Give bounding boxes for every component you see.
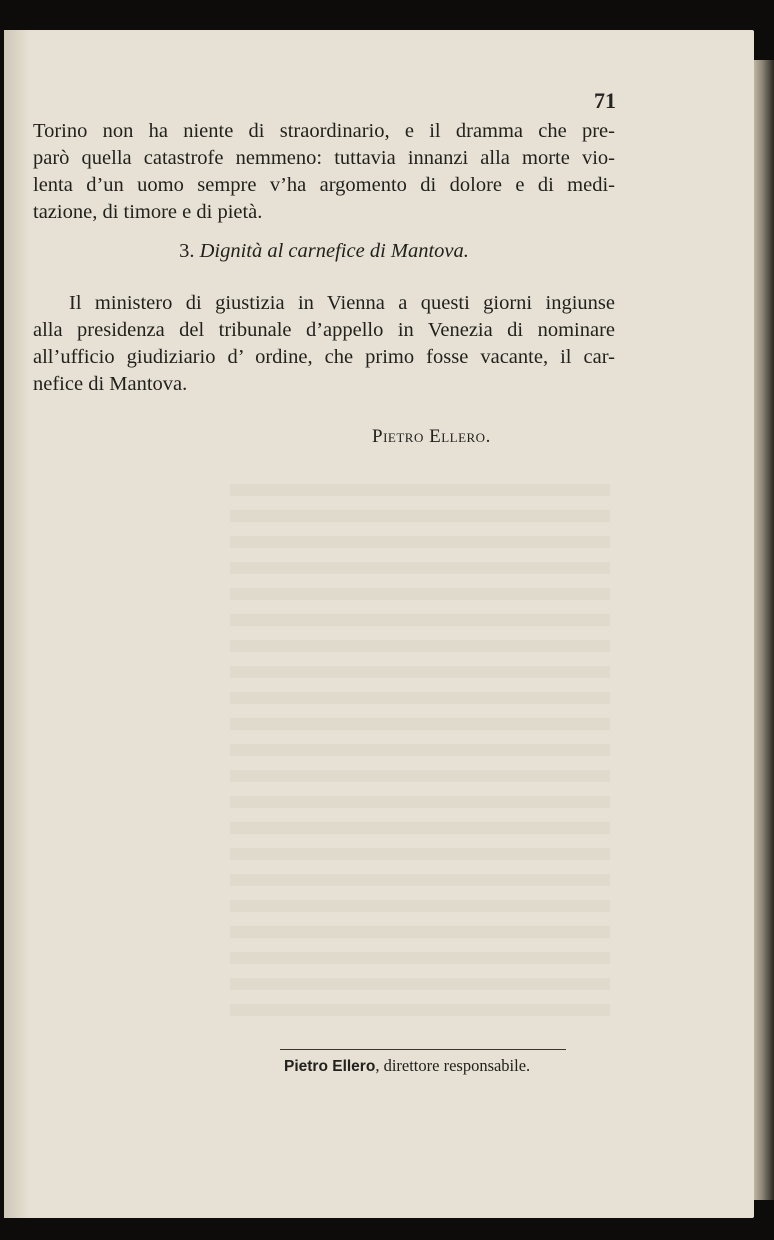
page-number: 71 [594, 88, 616, 113]
paragraph-2-line: nefice di Mantova. [33, 373, 188, 395]
footer-imprint [284, 1056, 530, 1076]
section-title: Dignità al carnefice di Mantova. [199, 240, 469, 262]
bleed-through-text [230, 470, 610, 1030]
page-gutter [4, 30, 30, 1218]
paragraph-1-line: lenta d’un uomo sempre v’ha argomento di dolore e di medi- [33, 174, 615, 196]
paragraph-1-line: tazione, di timore e di pietà. [33, 201, 263, 223]
footer-rule [280, 1049, 566, 1050]
author-signature: Pietro Ellero. [372, 426, 491, 447]
paragraph-1-line: parò quella catastrofe nemmeno: tuttavia innanzi alla morte vio- [33, 147, 615, 169]
footer-name: Pietro Ellero [284, 1058, 376, 1075]
section-number: 3. [179, 240, 195, 262]
page-edge [754, 60, 774, 1200]
paragraph-1 [33, 118, 615, 226]
paragraph-2-line: Il ministero di giustizia in Vienna a questi giorni ingiunse [69, 292, 615, 314]
paragraph-2 [33, 290, 615, 398]
paragraph-2-line: alla presidenza del tribunale d’appello in Venezia di nominare [33, 319, 615, 341]
section-heading [33, 240, 615, 263]
paragraph-1-line: Torino non ha niente di straordinario, e il dramma che pre- [33, 120, 615, 142]
footer-role: , direttore responsabile. [375, 1056, 531, 1075]
paragraph-2-line: all’ufficio giudiziario d’ ordine, che primo fosse vacante, il car- [33, 346, 615, 368]
